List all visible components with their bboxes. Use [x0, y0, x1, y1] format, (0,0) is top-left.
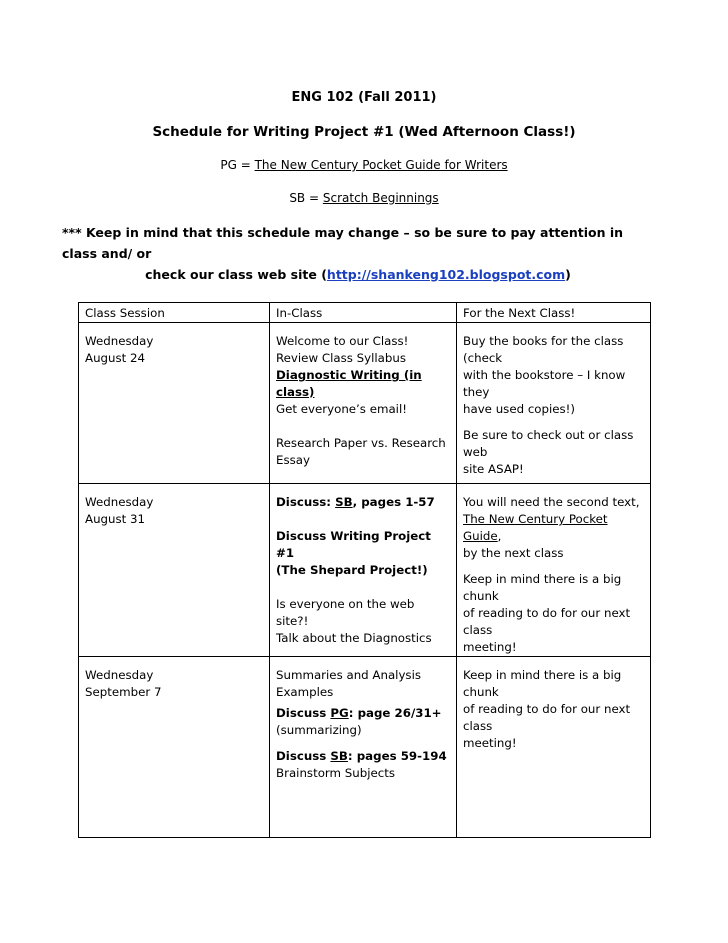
next-class-text: ,	[497, 529, 502, 543]
next-class-line: Be sure to check out or class web	[463, 428, 634, 459]
next-class-line: You will need the second text,	[463, 495, 640, 509]
in-class-line: Is everyone on the web site?!	[276, 597, 415, 628]
column-header-class-session: Class Session	[79, 303, 270, 323]
in-class-text: , pages 1-57	[352, 495, 435, 509]
next-class-text: The New Century Pocket Guide	[463, 512, 608, 543]
in-class-line: Essay	[276, 453, 310, 467]
in-class-text: : page 26/31+	[348, 706, 442, 720]
in-class-text: PG	[330, 706, 349, 720]
in-class-line	[276, 494, 450, 511]
table-header-row	[79, 303, 651, 323]
next-class-line: meeting!	[463, 640, 517, 654]
next-class-line: site ASAP!	[463, 462, 524, 476]
session-cell	[79, 484, 270, 657]
schedule-table	[78, 302, 651, 838]
in-class-text: : pages 59-194	[347, 749, 447, 763]
session-day: Wednesday	[85, 334, 154, 348]
note-line-2-post: )	[565, 267, 571, 282]
pg-definition	[0, 158, 728, 172]
sb-book-title: Scratch Beginnings	[322, 191, 439, 205]
session-date: August 31	[85, 512, 146, 526]
in-class-line: Discuss Writing Project #1	[276, 529, 431, 560]
column-header-next-class: For the Next Class!	[457, 303, 651, 323]
in-class-line: (summarizing)	[276, 723, 362, 737]
in-class-line: Talk about the Diagnostics	[276, 631, 432, 645]
next-class-cell	[457, 484, 651, 657]
next-class-line: Buy the books for the class (check	[463, 334, 624, 365]
sb-prefix: SB =	[289, 191, 323, 205]
next-class-line: of reading to do for our next class	[463, 702, 631, 733]
in-class-line: Examples	[276, 685, 334, 699]
in-class-line: Brainstorm Subjects	[276, 766, 396, 780]
note-line-1: *** Keep in mind that this schedule may change – so be sure to pay attention in class and/ or	[62, 225, 624, 261]
note-line-2	[78, 264, 638, 285]
in-class-cell	[270, 323, 457, 484]
next-class-line: have used copies!)	[463, 402, 576, 416]
next-class-cell	[457, 323, 651, 484]
in-class-cell	[270, 484, 457, 657]
in-class-line: Diagnostic Writing (in class)	[276, 368, 422, 399]
in-class-text: SB	[335, 495, 353, 509]
table-row	[79, 484, 651, 657]
pg-book-title: The New Century Pocket Guide for Writers	[254, 158, 508, 172]
in-class-line	[276, 705, 450, 722]
in-class-text: Discuss:	[276, 495, 336, 509]
next-class-line: Keep in mind there is a big chunk	[463, 572, 622, 603]
next-class-line: with the bookstore – I know they	[463, 368, 626, 399]
document-subtitle: Schedule for Writing Project #1 (Wed Afternoon Class!)	[152, 124, 576, 140]
document-title: ENG 102 (Fall 2011)	[291, 90, 437, 105]
next-class-cell	[457, 657, 651, 838]
next-class-line	[463, 511, 644, 545]
in-class-text: SB	[330, 749, 348, 763]
in-class-text: Discuss	[276, 706, 331, 720]
class-website-link[interactable]: http://shankeng102.blogspot.com	[326, 267, 566, 282]
in-class-line	[276, 748, 450, 765]
in-class-line: (The Shepard Project!)	[276, 563, 428, 577]
in-class-line: Research Paper vs. Research	[276, 436, 446, 450]
session-day: Wednesday	[85, 668, 154, 682]
next-class-line: Keep in mind there is a big chunk	[463, 668, 622, 699]
next-class-line: of reading to do for our next class	[463, 606, 631, 637]
in-class-line: Get everyone’s email!	[276, 402, 407, 416]
pg-prefix: PG =	[220, 158, 255, 172]
in-class-line: Welcome to our Class!	[276, 334, 409, 348]
in-class-cell	[270, 657, 457, 838]
in-class-line: Summaries and Analysis	[276, 668, 422, 682]
in-class-line: Review Class Syllabus	[276, 351, 406, 365]
column-header-in-class: In-Class	[270, 303, 457, 323]
next-class-line: by the next class	[463, 546, 564, 560]
session-day: Wednesday	[85, 495, 154, 509]
session-cell	[79, 657, 270, 838]
session-cell	[79, 323, 270, 484]
schedule-note	[62, 222, 658, 285]
table-row	[79, 323, 651, 484]
table-row	[79, 657, 651, 838]
session-date: September 7	[85, 685, 162, 699]
in-class-text: Discuss	[276, 749, 331, 763]
note-line-2-pre: check our class web site (	[145, 267, 327, 282]
sb-definition	[0, 191, 728, 205]
next-class-line: meeting!	[463, 736, 517, 750]
session-date: August 24	[85, 351, 146, 365]
